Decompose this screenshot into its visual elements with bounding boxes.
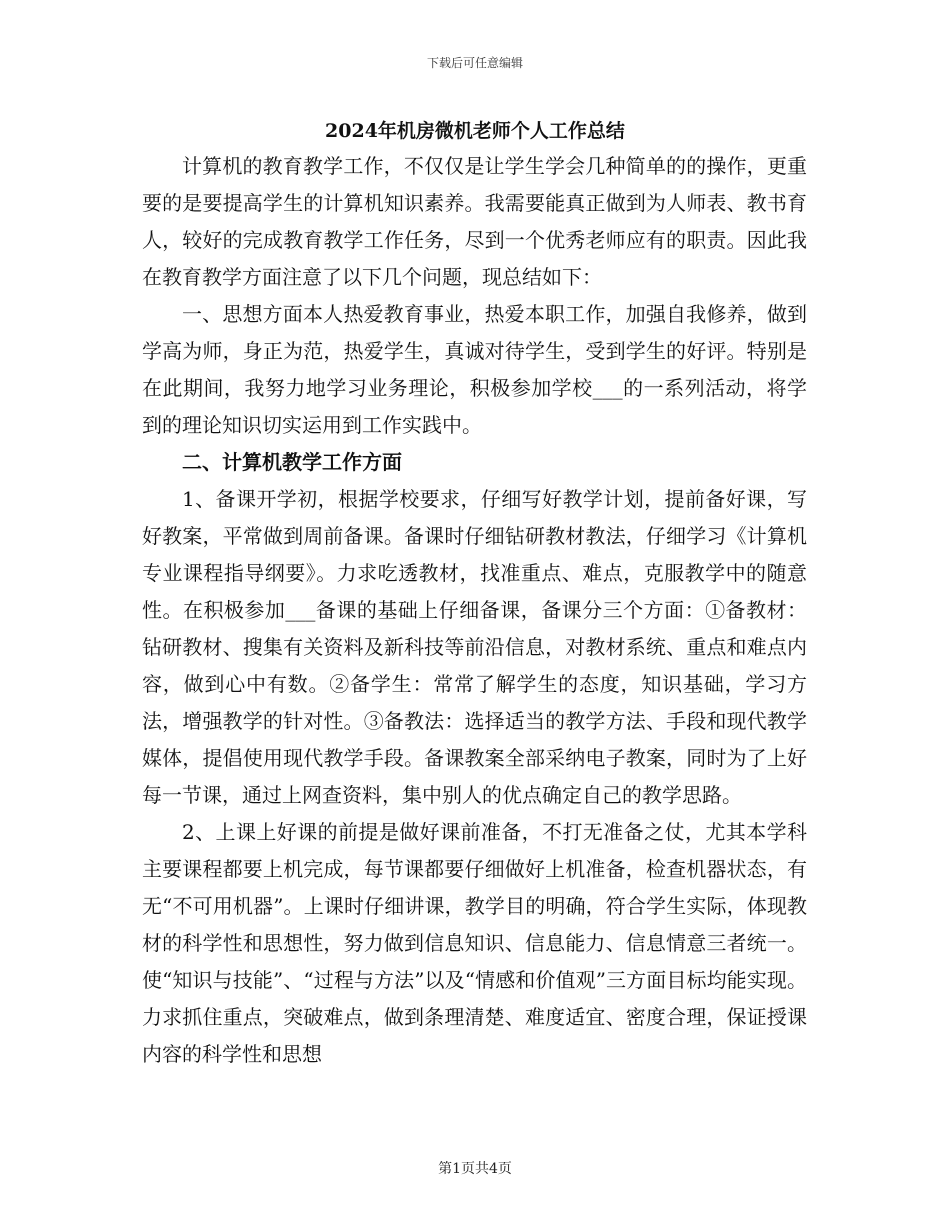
header-note: 下载后可任意编辑 bbox=[426, 56, 523, 70]
section1-paragraph: 一、思想方面本人热爱教育事业，热爱本职工作，加强自我修养，做到学高为师，身正为范，热爱学生，真诚对待学生，受到学生的好评。特别是在此期间，我努力地学习业务理论，积极参加学校___的一系列活动，将学到的理论知识切实运用到工作实践中。 bbox=[142, 302, 807, 437]
section2-heading: 二、计算机教学工作方面 bbox=[182, 450, 402, 474]
document-title: 2024年机房微机老师个人工作总结 bbox=[325, 120, 625, 142]
intro-paragraph: 计算机的教育教学工作，不仅仅是让学生学会几种简单的的操作，更重要的是要提高学生的计算机知识素养。我需要能真正做到为人师表、教书育人，较好的完成教育教学工作任务，尽到一个优秀老师应有的职责。因此我在教育教学方面注意了以下几个问题，现总结如下： bbox=[142, 154, 807, 289]
document-body bbox=[142, 148, 807, 1073]
section2-item1-paragraph: 1、备课开学初，根据学校要求，仔细写好教学计划，提前备好课，写好教案，平常做到周前备课。备课时仔细钻研教材教法，仔细学习《计算机专业课程指导纲要》。力求吃透教材，找准重点、难点，克服教学中的随意性。在积极参加___备课的基础上仔细备课，备课分三个方面：①备教材：钻研教材、搜集有关资料及新科技等前沿信息，对教材系统、重点和难点内容，做到心中有数。②备学生：常常了解学生的态度，知识基础，学习方法，增强教学的针对性。③备教法：选择适当的教学方法、手段和现代教学媒体，提倡使用现代教学手段。备课教案全部采纳电子教案，同时为了上好每一节课，通过上网查资料，集中别人的优点确定自己的教学思路。 bbox=[142, 487, 807, 807]
page-footer: 第1页共4页 bbox=[438, 1161, 512, 1177]
section2-item2-paragraph: 2、上课上好课的前提是做好课前准备，不打无准备之仗，尤其本学科主要课程都要上机完成，每节课都要仔细做好上机准备，检查机器状态，有无“不可用机器”。上课时仔细讲课，教学目的明确，符合学生实际，体现教材的科学性和思想性，努力做到信息知识、信息能力、信息情意三者统一。使“知识与技能”、“过程与方法”以及“情感和价值观”三方面目标均能实现。力求抓住重点，突破难点，做到条理清楚、难度适宜、密度合理，保证授课内容的科学性和思想 bbox=[142, 820, 807, 1066]
